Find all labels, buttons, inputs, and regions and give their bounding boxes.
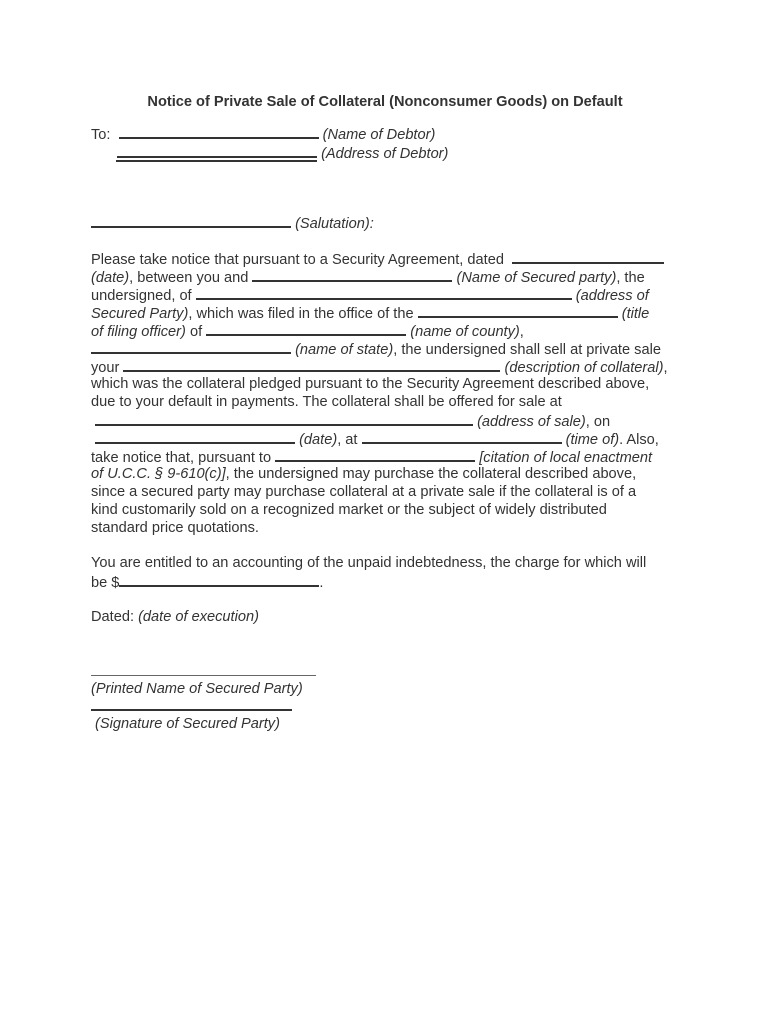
body-line-14: since a secured party may purchase collateral at a private sale if the collateral is of a (91, 484, 637, 500)
body-line-1 (91, 249, 664, 269)
charge-amount-blank[interactable] (119, 572, 319, 587)
state-hint: (name of state) (295, 342, 394, 358)
to-line (91, 124, 435, 144)
signature-rule[interactable] (91, 709, 292, 711)
body-line-7 (91, 357, 668, 377)
collateral-description-hint: (description of collateral) (504, 360, 664, 376)
title-hint: (title (621, 306, 650, 322)
agreement-date-blank[interactable] (512, 249, 664, 264)
body-line-9: due to your default in payments. The collateral shall be offered for sale at (91, 394, 562, 410)
collateral-description-blank[interactable] (123, 357, 500, 372)
dollar-label: be $ (91, 575, 120, 591)
body-line-8: which was the collateral pledged pursuant to the Security Agreement described above, (91, 376, 650, 392)
county-hint: (name of county) (410, 324, 520, 340)
body-text: Please take notice that pursuant to a Security Agreement, dated (91, 252, 504, 268)
secured-party-address-blank[interactable] (196, 285, 572, 300)
printed-name-caption: (Printed Name of Secured Party) (91, 681, 303, 697)
body-text: of (185, 324, 203, 340)
dated-line (91, 608, 259, 626)
body-text: . Also, (619, 432, 659, 448)
filing-officer-blank[interactable] (418, 303, 618, 318)
body-text: , (663, 360, 668, 376)
sale-address-blank[interactable] (95, 411, 473, 426)
signature-caption: (Signature of Secured Party) (95, 716, 280, 732)
sale-date-hint: (date) (299, 432, 338, 448)
sale-address-hint: (address of sale) (477, 414, 586, 430)
body-line-13 (91, 465, 636, 483)
body-line-6 (91, 339, 661, 359)
body-text: , (519, 324, 524, 340)
sale-time-blank[interactable] (362, 429, 562, 444)
ucc-citation-hint: of U.C.C. § 9-610(c)] (91, 466, 226, 482)
address-hint: (address of (575, 288, 649, 304)
salutation-hint: (Salutation): (295, 216, 374, 232)
execution-date-hint: (date of execution) (138, 609, 259, 625)
document-title: Notice of Private Sale of Collateral (Nonconsumer Goods) on Default (147, 94, 623, 110)
dated-label: Dated: (91, 609, 134, 625)
sale-date-blank[interactable] (95, 429, 295, 444)
body-text: your (91, 360, 120, 376)
body-line-16: standard price quotations. (91, 520, 259, 536)
state-blank[interactable] (91, 339, 291, 354)
salutation-blank[interactable] (91, 213, 291, 228)
debtor-address-blank-2[interactable] (116, 160, 317, 162)
body-text: , at (337, 432, 358, 448)
body-line-15: kind customarily sold on a recognized market or the subject of widely distributed (91, 502, 607, 518)
debtor-address-blank[interactable] (117, 143, 317, 158)
body-text: take notice that, pursuant to (91, 450, 272, 466)
salutation-line (91, 213, 374, 233)
debtor-name-hint: (Name of Debtor) (322, 127, 436, 143)
body-text: , the undersigned shall sell at private sale (393, 342, 661, 358)
body-line-3 (91, 285, 649, 305)
body-text: , which was filed in the office of the (188, 306, 414, 322)
body-text: . (319, 575, 324, 591)
filing-officer-hint: of filing officer) (91, 324, 186, 340)
citation-hint: [citation of local enactment (479, 450, 653, 466)
citation-blank[interactable] (275, 447, 475, 462)
secured-party-name-blank[interactable] (252, 267, 452, 282)
body-text: , between you and (129, 270, 249, 286)
accounting-line-2 (91, 572, 323, 592)
printed-name-rule[interactable] (91, 675, 316, 676)
body-line-11 (91, 429, 659, 449)
body-line-2 (91, 267, 645, 287)
to-label: To: (91, 127, 111, 143)
accounting-line-1: You are entitled to an accounting of the unpaid indebtedness, the charge for which will (91, 555, 647, 571)
body-text: undersigned, of (91, 288, 192, 304)
body-line-12 (91, 447, 652, 467)
body-line-5 (91, 321, 524, 341)
secured-party-hint: Secured Party) (91, 306, 189, 322)
secured-party-name-hint: (Name of Secured party) (456, 270, 617, 286)
body-text: , on (585, 414, 611, 430)
body-line-4 (91, 303, 649, 323)
debtor-address-hint: (Address of Debtor) (321, 146, 449, 162)
debtor-name-blank[interactable] (119, 124, 319, 139)
sale-time-hint: (time of) (565, 432, 620, 448)
body-line-10 (91, 411, 610, 431)
body-text: , the undersigned may purchase the collateral described above, (225, 466, 637, 482)
body-text: , the (616, 270, 645, 286)
county-blank[interactable] (206, 321, 406, 336)
date-hint: (date) (91, 270, 130, 286)
